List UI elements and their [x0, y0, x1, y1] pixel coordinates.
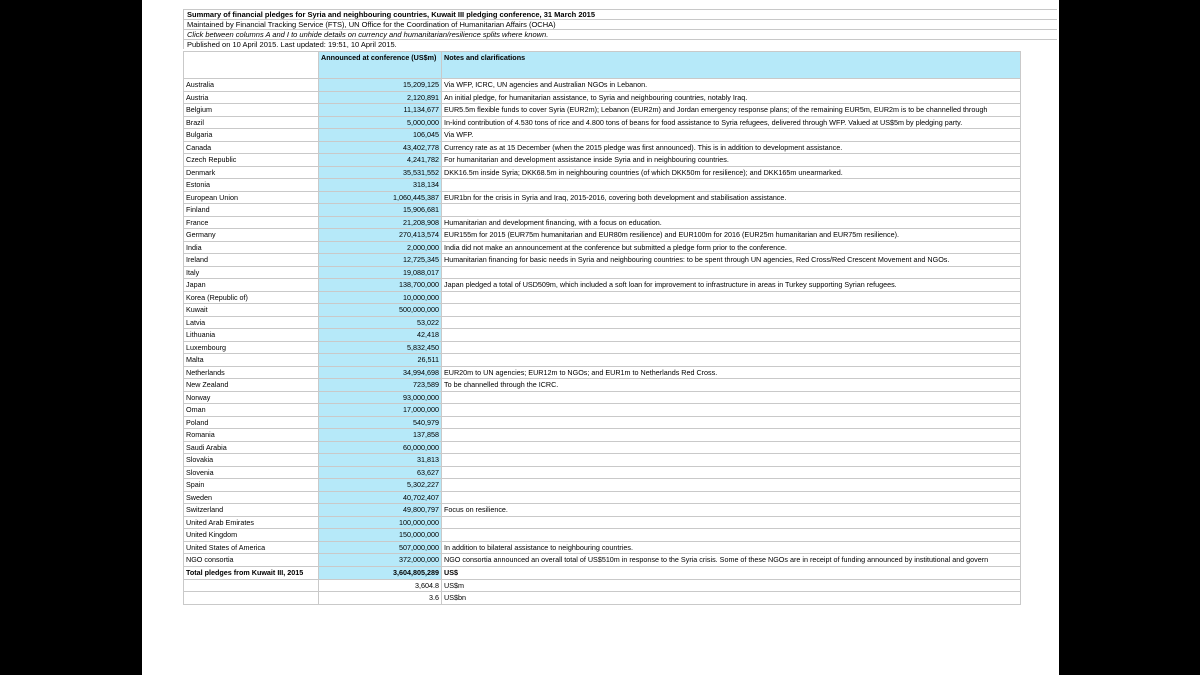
total-label-cell[interactable]: Total pledges from Kuwait III, 2015: [184, 566, 319, 579]
amount-cell[interactable]: 17,000,000: [319, 404, 442, 417]
table-row: [184, 366, 1021, 379]
amount-cell[interactable]: 49,800,797: [319, 504, 442, 517]
note-cell[interactable]: [442, 204, 1021, 217]
country-cell[interactable]: Netherlands: [184, 366, 319, 379]
maintained-by-line: Maintained by Financial Tracking Service (FTS), UN Office for the Coordination of Humanitarian Affairs (OCHA): [183, 19, 1057, 29]
note-cell[interactable]: To be channelled through the ICRC.: [442, 379, 1021, 392]
country-cell[interactable]: New Zealand: [184, 379, 319, 392]
table-row: [184, 316, 1021, 329]
note-cell[interactable]: [442, 354, 1021, 367]
table-row: [184, 129, 1021, 142]
amount-cell[interactable]: 34,994,698: [319, 366, 442, 379]
country-cell[interactable]: India: [184, 241, 319, 254]
amount-cell[interactable]: 19,088,017: [319, 266, 442, 279]
amount-cell[interactable]: 26,511: [319, 354, 442, 367]
note-cell[interactable]: EUR1bn for the crisis in Syria and Iraq, 2015-2016, covering both development and stabilisation assistance.: [442, 191, 1021, 204]
note-cell[interactable]: Humanitarian financing for basic needs in Syria and neighbouring countries: to be spent through UN agencies, Red Cross/Red Crescent Movement and NGOs.: [442, 254, 1021, 267]
table-row: [184, 279, 1021, 292]
amount-cell[interactable]: 5,302,227: [319, 479, 442, 492]
amount-cell[interactable]: 507,000,000: [319, 541, 442, 554]
country-cell[interactable]: Denmark: [184, 166, 319, 179]
amount-cell[interactable]: 43,402,778: [319, 141, 442, 154]
country-cell[interactable]: Lithuania: [184, 329, 319, 342]
country-cell[interactable]: Belgium: [184, 104, 319, 117]
country-cell[interactable]: Poland: [184, 416, 319, 429]
note-cell[interactable]: Focus on resilience.: [442, 504, 1021, 517]
amount-cell[interactable]: 15,209,125: [319, 79, 442, 92]
note-cell[interactable]: [442, 479, 1021, 492]
table-row: [184, 266, 1021, 279]
column-header-row: [184, 52, 1021, 79]
note-cell[interactable]: [442, 529, 1021, 542]
note-cell[interactable]: [442, 316, 1021, 329]
table-row: [184, 166, 1021, 179]
country-cell[interactable]: Brazil: [184, 116, 319, 129]
amount-cell[interactable]: 540,979: [319, 416, 442, 429]
summary-row: [184, 592, 1021, 605]
note-cell[interactable]: [442, 441, 1021, 454]
instruction-line: Click between columns A and I to unhide details on currency and humanitarian/resilience splits where known.: [183, 29, 1057, 39]
note-cell[interactable]: EUR20m to UN agencies; EUR12m to NGOs; and EUR1m to Netherlands Red Cross.: [442, 366, 1021, 379]
summary-row: [184, 579, 1021, 592]
country-cell[interactable]: Latvia: [184, 316, 319, 329]
amount-cell[interactable]: 150,000,000: [319, 529, 442, 542]
published-line: Published on 10 April 2015. Last updated: 19:51, 10 April 2015.: [183, 39, 1057, 49]
amount-cell[interactable]: 138,700,000: [319, 279, 442, 292]
country-cell[interactable]: Kuwait: [184, 304, 319, 317]
amount-cell[interactable]: 1,060,445,387: [319, 191, 442, 204]
country-cell[interactable]: European Union: [184, 191, 319, 204]
country-cell[interactable]: Luxembourg: [184, 341, 319, 354]
note-cell[interactable]: NGO consortia announced an overall total of US$510m in response to the Syria crisis. Some of these NGOs are in receipt of funding announced by institutional and govern: [442, 554, 1021, 567]
table-row: [184, 541, 1021, 554]
table-row: [184, 404, 1021, 417]
country-cell[interactable]: Germany: [184, 229, 319, 242]
note-cell[interactable]: [442, 291, 1021, 304]
summary-unit-cell[interactable]: US$bn: [442, 592, 1021, 605]
country-cell[interactable]: Switzerland: [184, 504, 319, 517]
amount-cell[interactable]: 723,589: [319, 379, 442, 392]
table-row: [184, 429, 1021, 442]
summary-empty-cell[interactable]: [184, 592, 319, 605]
country-cell[interactable]: Romania: [184, 429, 319, 442]
amount-cell[interactable]: 63,627: [319, 466, 442, 479]
table-row: [184, 154, 1021, 167]
note-cell[interactable]: Via WFP, ICRC, UN agencies and Australian NGOs in Lebanon.: [442, 79, 1021, 92]
country-cell[interactable]: Spain: [184, 479, 319, 492]
amount-cell[interactable]: 15,906,681: [319, 204, 442, 217]
sheet-title: Summary of financial pledges for Syria and neighbouring countries, Kuwait III pledging conference, 31 March 2015: [183, 9, 1057, 19]
amount-cell[interactable]: 5,000,000: [319, 116, 442, 129]
amount-cell[interactable]: 270,413,574: [319, 229, 442, 242]
amount-cell[interactable]: 42,418: [319, 329, 442, 342]
country-cell[interactable]: Malta: [184, 354, 319, 367]
note-cell[interactable]: An initial pledge, for humanitarian assistance, to Syria and neighbouring countries, notably Iraq.: [442, 91, 1021, 104]
amount-cell[interactable]: 35,531,552: [319, 166, 442, 179]
note-cell[interactable]: [442, 466, 1021, 479]
table-row: [184, 141, 1021, 154]
amount-cell[interactable]: 93,000,000: [319, 391, 442, 404]
amount-cell[interactable]: 137,858: [319, 429, 442, 442]
summary-empty-cell[interactable]: [184, 579, 319, 592]
country-cell[interactable]: Estonia: [184, 179, 319, 192]
country-cell[interactable]: Australia: [184, 79, 319, 92]
table-row: [184, 554, 1021, 567]
country-cell[interactable]: Oman: [184, 404, 319, 417]
spreadsheet-page: [142, 0, 1059, 675]
note-cell[interactable]: India did not make an announcement at the conference but submitted a pledge form prior to the conference.: [442, 241, 1021, 254]
country-cell[interactable]: Austria: [184, 91, 319, 104]
table-row: [184, 329, 1021, 342]
note-cell[interactable]: In-kind contribution of 4.530 tons of rice and 4.800 tons of beans for food assistance to Syria refugees, delivered through WFP. Valued at US$5m by pledging party.: [442, 116, 1021, 129]
total-unit-cell[interactable]: US$: [442, 566, 1021, 579]
table-row: [184, 104, 1021, 117]
table-row: [184, 516, 1021, 529]
country-cell[interactable]: Italy: [184, 266, 319, 279]
note-cell[interactable]: Currency rate as at 15 December (when the 2015 pledge was first announced). This is in addition to development assistance.: [442, 141, 1021, 154]
note-cell[interactable]: [442, 266, 1021, 279]
note-cell[interactable]: EUR5.5m flexible funds to cover Syria (EUR2m); Lebanon (EUR2m) and Jordan emergency response plans; of the remaining EUR5m, EUR2m is to be channelled through: [442, 104, 1021, 117]
note-cell[interactable]: Japan pledged a total of USD509m, which included a soft loan for improvement to infrastructure in areas in Turkey supporting Syrian refugees.: [442, 279, 1021, 292]
table-row: [184, 529, 1021, 542]
summary-amount-cell[interactable]: 3,604.8: [319, 579, 442, 592]
country-cell[interactable]: Bulgaria: [184, 129, 319, 142]
amount-cell[interactable]: 106,045: [319, 129, 442, 142]
note-cell[interactable]: In addition to bilateral assistance to neighbouring countries.: [442, 541, 1021, 554]
table-row: [184, 479, 1021, 492]
amount-column-header[interactable]: Announced at conference (US$m): [319, 52, 442, 79]
country-cell[interactable]: Saudi Arabia: [184, 441, 319, 454]
amount-cell[interactable]: 4,241,782: [319, 154, 442, 167]
amount-cell[interactable]: 53,022: [319, 316, 442, 329]
total-row: [184, 566, 1021, 579]
country-cell[interactable]: Slovakia: [184, 454, 319, 467]
country-cell[interactable]: Norway: [184, 391, 319, 404]
table-row: [184, 491, 1021, 504]
note-cell[interactable]: [442, 429, 1021, 442]
total-amount-cell[interactable]: 3,604,805,289: [319, 566, 442, 579]
note-cell[interactable]: [442, 516, 1021, 529]
country-cell[interactable]: Ireland: [184, 254, 319, 267]
notes-column-header[interactable]: Notes and clarifications: [442, 52, 1021, 79]
country-cell[interactable]: Sweden: [184, 491, 319, 504]
note-cell[interactable]: [442, 404, 1021, 417]
table-row: [184, 441, 1021, 454]
note-cell[interactable]: EUR155m for 2015 (EUR75m humanitarian and EUR80m resilience) and EUR100m for 2016 (EUR25m humanitarian and EUR75m resilience).: [442, 229, 1021, 242]
amount-cell[interactable]: 11,134,677: [319, 104, 442, 117]
table-row: [184, 241, 1021, 254]
note-cell[interactable]: [442, 491, 1021, 504]
table-row: [184, 204, 1021, 217]
table-row: [184, 216, 1021, 229]
table-row: [184, 416, 1021, 429]
amount-cell[interactable]: 31,813: [319, 454, 442, 467]
table-row: [184, 116, 1021, 129]
country-cell[interactable]: Finland: [184, 204, 319, 217]
country-cell[interactable]: United Arab Emirates: [184, 516, 319, 529]
table-row: [184, 391, 1021, 404]
note-cell[interactable]: [442, 304, 1021, 317]
amount-cell[interactable]: 5,832,450: [319, 341, 442, 354]
note-cell[interactable]: DKK16.5m inside Syria; DKK68.5m in neighbouring countries (of which DKK50m for resilience); and DKK165m unearmarked.: [442, 166, 1021, 179]
amount-cell[interactable]: 40,702,407: [319, 491, 442, 504]
amount-cell[interactable]: 21,208,908: [319, 216, 442, 229]
amount-cell[interactable]: 12,725,345: [319, 254, 442, 267]
amount-cell[interactable]: 10,000,000: [319, 291, 442, 304]
table-row: [184, 454, 1021, 467]
table-row: [184, 191, 1021, 204]
table-row: [184, 354, 1021, 367]
country-cell[interactable]: Czech Republic: [184, 154, 319, 167]
note-cell[interactable]: [442, 391, 1021, 404]
summary-unit-cell[interactable]: US$m: [442, 579, 1021, 592]
amount-cell[interactable]: 372,000,000: [319, 554, 442, 567]
note-cell[interactable]: [442, 454, 1021, 467]
note-cell[interactable]: [442, 416, 1021, 429]
amount-cell[interactable]: 100,000,000: [319, 516, 442, 529]
country-cell[interactable]: NGO consortia: [184, 554, 319, 567]
summary-amount-cell[interactable]: 3.6: [319, 592, 442, 605]
note-cell[interactable]: For humanitarian and development assistance inside Syria and in neighbouring countries.: [442, 154, 1021, 167]
table-row: [184, 229, 1021, 242]
country-cell[interactable]: United States of America: [184, 541, 319, 554]
table-row: [184, 179, 1021, 192]
table-row: [184, 504, 1021, 517]
note-cell[interactable]: [442, 341, 1021, 354]
table-row: [184, 466, 1021, 479]
country-cell[interactable]: United Kingdom: [184, 529, 319, 542]
amount-cell[interactable]: 60,000,000: [319, 441, 442, 454]
pledges-table: [183, 51, 1021, 605]
amount-cell[interactable]: 500,000,000: [319, 304, 442, 317]
amount-cell[interactable]: 2,120,891: [319, 91, 442, 104]
country-cell[interactable]: Slovenia: [184, 466, 319, 479]
country-cell[interactable]: Korea (Republic of): [184, 291, 319, 304]
table-row: [184, 304, 1021, 317]
amount-cell[interactable]: 318,134: [319, 179, 442, 192]
country-cell[interactable]: France: [184, 216, 319, 229]
table-row: [184, 341, 1021, 354]
table-row: [184, 379, 1021, 392]
note-cell[interactable]: Via WFP.: [442, 129, 1021, 142]
table-row: [184, 291, 1021, 304]
note-cell[interactable]: Humanitarian and development financing, with a focus on education.: [442, 216, 1021, 229]
note-cell[interactable]: [442, 329, 1021, 342]
table-row: [184, 91, 1021, 104]
note-cell[interactable]: [442, 179, 1021, 192]
country-cell[interactable]: Canada: [184, 141, 319, 154]
country-header-cell[interactable]: [184, 52, 319, 79]
country-cell[interactable]: Japan: [184, 279, 319, 292]
table-row: [184, 254, 1021, 267]
table-row: [184, 79, 1021, 92]
amount-cell[interactable]: 2,000,000: [319, 241, 442, 254]
